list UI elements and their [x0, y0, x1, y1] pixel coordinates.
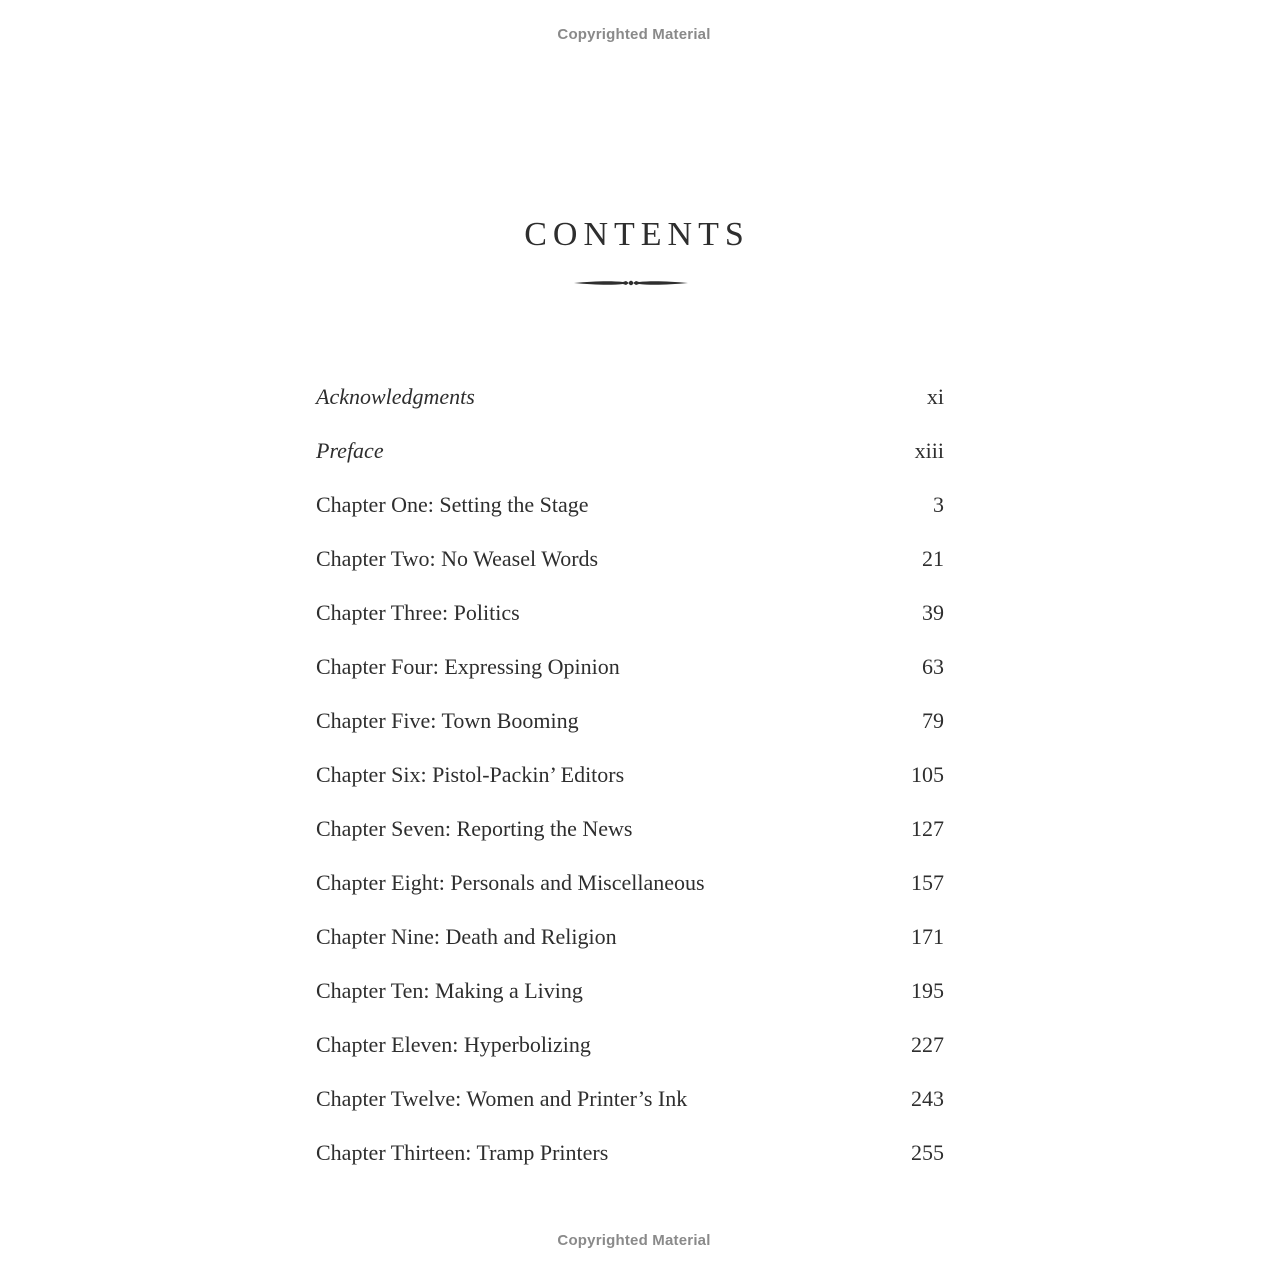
toc-entry — [316, 748, 944, 802]
toc-entry-page-number: 227 — [911, 1032, 944, 1057]
toc-entry-page-number: 105 — [911, 762, 944, 787]
toc-entry-title: Chapter Thirteen: Tramp Printers — [316, 1140, 609, 1165]
page-title: CONTENTS — [524, 216, 750, 253]
toc-entry-page-number: 63 — [922, 654, 944, 679]
toc-entry-page-number: xi — [926, 384, 944, 409]
toc-entry — [316, 1126, 944, 1180]
toc-entry-title: Chapter Six: Pistol-Packin’ Editors — [316, 762, 625, 787]
toc-entry — [316, 640, 944, 694]
toc-entry — [316, 802, 944, 856]
toc-entry-page-number: 195 — [911, 978, 944, 1003]
toc-entry — [316, 1018, 944, 1072]
toc-entry-title: Chapter Nine: Death and Religion — [316, 924, 617, 949]
toc-entry-title: Chapter One: Setting the Stage — [316, 492, 589, 517]
toc-entry — [316, 856, 944, 910]
toc-entry — [316, 370, 944, 424]
toc-entry-page-number: 39 — [922, 600, 944, 625]
toc-entry — [316, 532, 944, 586]
toc-entry — [316, 478, 944, 532]
toc-entry-title: Chapter Twelve: Women and Printer’s Ink — [316, 1086, 688, 1111]
toc-entry-page-number: 171 — [911, 924, 944, 949]
toc-entry-page-number: 3 — [933, 492, 944, 517]
toc-entry-title: Acknowledgments — [316, 384, 475, 409]
toc-entry-title: Chapter Eleven: Hyperbolizing — [316, 1032, 591, 1057]
toc-entry — [316, 424, 944, 478]
toc-entry-title: Chapter Four: Expressing Opinion — [316, 654, 620, 679]
copyright-watermark-bottom: Copyrighted Material — [557, 1232, 711, 1249]
toc-entry — [316, 586, 944, 640]
table-of-contents — [316, 370, 944, 1180]
toc-entry-page-number: 127 — [911, 816, 944, 841]
toc-entry-title: Chapter Ten: Making a Living — [316, 978, 583, 1003]
toc-entry-page-number: 243 — [911, 1086, 944, 1111]
toc-entry-title: Chapter Five: Town Booming — [316, 708, 579, 733]
toc-entry-title: Chapter Seven: Reporting the News — [316, 816, 633, 841]
toc-entry-page-number: 21 — [922, 546, 944, 571]
toc-entry-page-number: 157 — [911, 870, 944, 895]
toc-entry — [316, 694, 944, 748]
flourish-divider-icon — [573, 276, 689, 290]
toc-entry — [316, 1072, 944, 1126]
toc-entry-title: Preface — [316, 438, 384, 463]
copyright-watermark-top: Copyrighted Material — [557, 26, 711, 43]
toc-entry-title: Chapter Eight: Personals and Miscellaneous — [316, 870, 705, 895]
toc-entry — [316, 910, 944, 964]
toc-entry-page-number: 255 — [911, 1140, 944, 1165]
toc-entry-title: Chapter Two: No Weasel Words — [316, 546, 599, 571]
toc-entry-page-number: xiii — [914, 438, 944, 463]
toc-entry — [316, 964, 944, 1018]
toc-entry-page-number: 79 — [922, 708, 944, 733]
toc-entry-title: Chapter Three: Politics — [316, 600, 520, 625]
